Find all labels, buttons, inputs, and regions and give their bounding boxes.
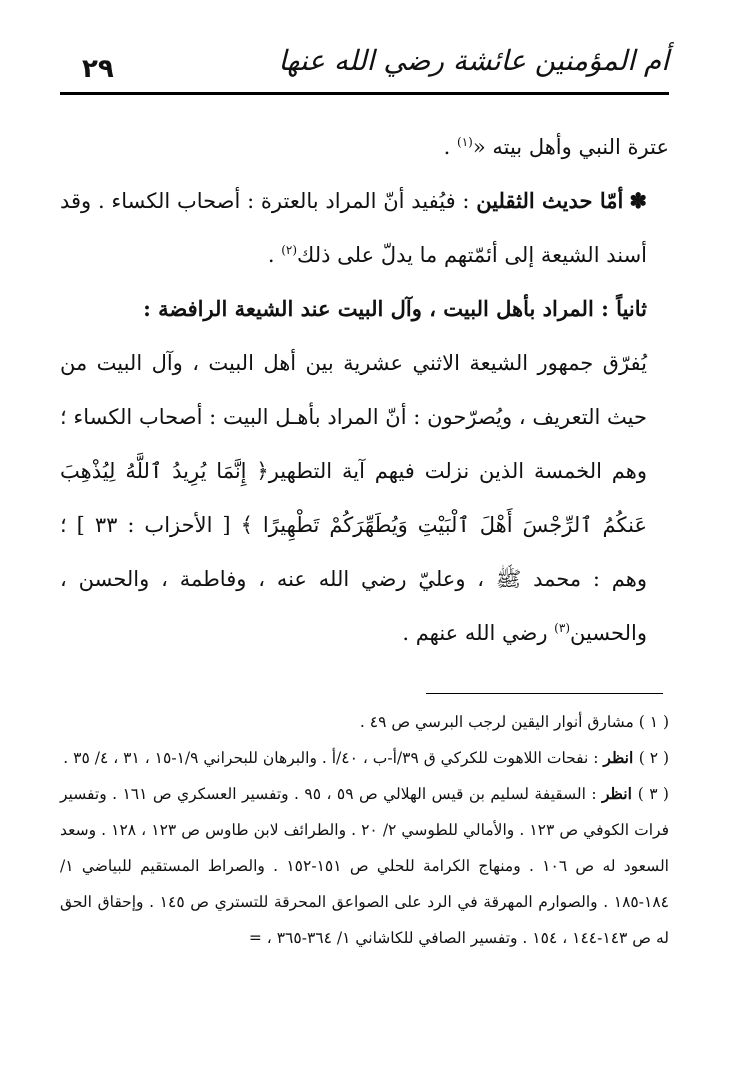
page-number: ٢٩ [82, 54, 114, 84]
footnote-2: ( ٢ ) انظر : نفحات اللاهوت للكركي ق ٣٩/أ-ب ، ٤٠/أ . والبرهان للبحراني ١/٩-١٥ ، ٣١ ، ٤/ ٣٥ . [63, 748, 669, 767]
paragraph-1: عترة النبي وأهل بيته «$^{(١)}$ . [443, 135, 669, 159]
paragraph-2: ✽أمّا حديث الثقلين : فيُفيد أنّ المراد بالعترة : أصحاب الكساء . وقد أسند الشيعة إلى أئمّتهم ما يدلّ على ذلك$^{(٢)}$ . [60, 188, 647, 267]
footnote-3: ( ٣ ) انظر : السقيفة لسليم بن قيس الهلالي ص ٥٩ ، ٩٥ . وتفسير العسكري ص ١٦١ . وتفسير فرات الكوفي ص ١٢٣ . والأمالي للطوسي ٢/ ٢٠ . والطرائف لابن طاوس ص ١٢٣ ، ١٢٨ . وسعد السعود له ص ١٠٦ . ومنهاج الكرامة للحلي ص ١٥١-١٥٢ . والصراط المستقيم للبياضي ١/ ١٨٤-١٨٥ . والصوارم المهرقة في الرد على الصواعق المحرقة للتستري ص ١٤٥ . وإحقاق الحق له ص ١٤٣-١٤٤ ، ١٥٤ . وتفسير الصافي للكاشاني ١/ ٣٦٤-٣٦٥ ، = [60, 784, 669, 947]
footnote-1: ( ١ ) مشارق أنوار اليقين لرجب البرسي ص ٤٩ . [359, 713, 669, 731]
paragraph-2-lead: أمّا حديث الثقلين [476, 188, 624, 213]
page-header [60, 40, 669, 90]
quran-verse: ﴿ إِنَّمَا يُرِيدُ ٱللَّهُ لِيُذْهِبَ عَنكُمُ ٱلرِّجْسَ أَهْلَ ٱلْبَيْتِ وَيُطَهِّرَكُمْ تَطْهِيرًا ﴾ [60, 459, 647, 537]
section-heading: ثانياً : المراد بأهل البيت ، وآل البيت عند الشيعة الرافضة : [143, 296, 647, 321]
main-text [60, 120, 669, 660]
footnote-ref-1: (١) [457, 135, 473, 149]
footnote-ref-3: (٣) [554, 621, 570, 635]
footnotes [60, 704, 669, 956]
footnote-rule [426, 693, 663, 694]
paragraph-3: يُفرّق جمهور الشيعة الاثني عشرية بين أهل البيت ، وآل البيت من حيث التعريف ، ويُصرّحون : أنّ المراد بأهـل البيت : أصحاب الكساء ؛ وهم الخمسة الذين نزلت فيهم آية التطهير﴿ إِنَّمَا يُرِيدُ ٱللَّهُ لِيُذْهِبَ عَنكُمُ ٱلرِّجْسَ أَهْلَ ٱلْبَيْتِ وَيُطَهِّرَكُمْ تَطْهِيرًا ﴾ [ الأحزاب : ٣٣ ] ؛ وهم : محمد ﷺ ، وعليّ رضي الله عنه ، وفاطمة ، والحسن ، والحسين$^{(٣)}$ رضي الله عنهم . [60, 351, 647, 645]
header-rule [60, 92, 669, 95]
star-marker: ✽ [629, 188, 647, 213]
footnote-ref-2: (٢) [281, 243, 298, 257]
running-title: أم المؤمنين عائشة رضي الله عنها [278, 44, 669, 77]
